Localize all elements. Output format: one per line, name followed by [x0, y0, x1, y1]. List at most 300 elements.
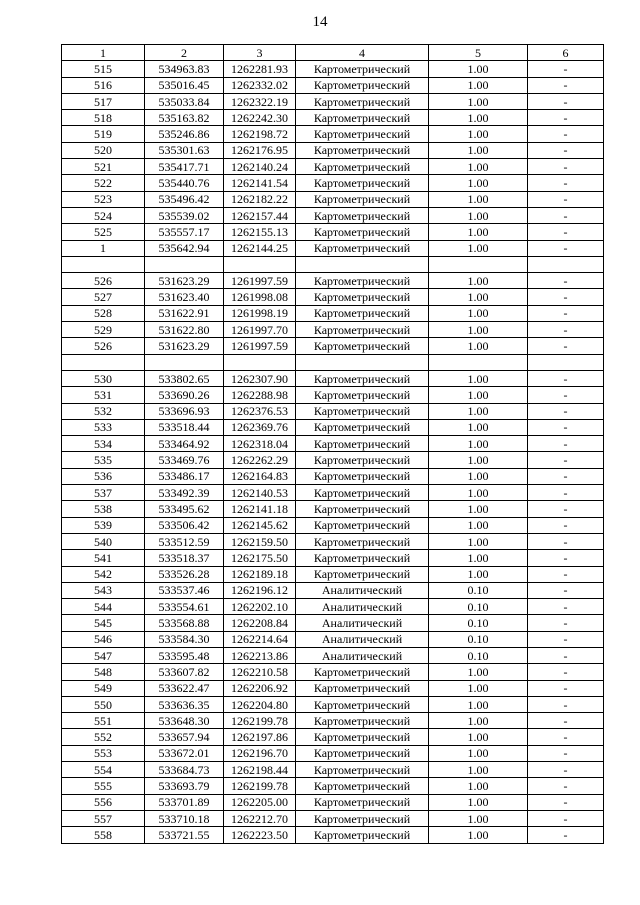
y-coordinate-cell: 1262288.98: [224, 387, 296, 403]
accuracy-cell: 1.00: [429, 159, 528, 175]
note-cell: -: [528, 566, 604, 582]
point-number-cell: [62, 256, 145, 272]
x-coordinate-cell: 533721.55: [145, 827, 224, 843]
x-coordinate-cell: 533584.30: [145, 631, 224, 647]
note-cell: -: [528, 289, 604, 305]
method-cell: Картометрический: [296, 403, 429, 419]
y-coordinate-cell: 1262144.25: [224, 240, 296, 256]
table-row: [62, 191, 604, 207]
point-number-cell: 533: [62, 419, 145, 435]
table-row: [62, 436, 604, 452]
method-cell: Картометрический: [296, 696, 429, 712]
y-coordinate-cell: 1262155.13: [224, 224, 296, 240]
table-row: [62, 745, 604, 761]
method-cell: Картометрический: [296, 338, 429, 354]
point-number-cell: 527: [62, 289, 145, 305]
table-row: [62, 175, 604, 191]
note-cell: -: [528, 501, 604, 517]
method-cell: Картометрический: [296, 387, 429, 403]
note-cell: -: [528, 745, 604, 761]
note-cell: -: [528, 452, 604, 468]
x-coordinate-cell: 531623.29: [145, 338, 224, 354]
x-coordinate-cell: 533537.46: [145, 582, 224, 598]
y-coordinate-cell: 1262198.44: [224, 762, 296, 778]
x-coordinate-cell: 533568.88: [145, 615, 224, 631]
method-cell: Картометрический: [296, 550, 429, 566]
accuracy-cell: 1.00: [429, 273, 528, 289]
note-cell: -: [528, 794, 604, 810]
method-cell: Картометрический: [296, 729, 429, 745]
accuracy-cell: 1.00: [429, 810, 528, 826]
method-cell: Картометрический: [296, 305, 429, 321]
point-number-cell: 534: [62, 436, 145, 452]
point-number-cell: 521: [62, 159, 145, 175]
point-number-cell: 553: [62, 745, 145, 761]
method-cell: Картометрический: [296, 273, 429, 289]
method-cell: Картометрический: [296, 533, 429, 549]
note-cell: -: [528, 387, 604, 403]
x-coordinate-cell: 535016.45: [145, 77, 224, 93]
y-coordinate-cell: 1261998.08: [224, 289, 296, 305]
table-row: [62, 452, 604, 468]
table-row: [62, 664, 604, 680]
note-cell: -: [528, 110, 604, 126]
method-cell: Картометрический: [296, 126, 429, 142]
y-coordinate-cell: 1262208.84: [224, 615, 296, 631]
accuracy-cell: 1.00: [429, 517, 528, 533]
accuracy-cell: 1.00: [429, 550, 528, 566]
method-cell: Картометрический: [296, 77, 429, 93]
point-number-cell: 524: [62, 207, 145, 223]
x-coordinate-cell: 533607.82: [145, 664, 224, 680]
method-cell: Картометрический: [296, 93, 429, 109]
table-row: [62, 256, 604, 272]
note-cell: -: [528, 664, 604, 680]
table-row: [62, 729, 604, 745]
column-header: 2: [145, 45, 224, 61]
y-coordinate-cell: 1262196.12: [224, 582, 296, 598]
point-number-cell: 529: [62, 322, 145, 338]
x-coordinate-cell: 533464.92: [145, 436, 224, 452]
method-cell: Картометрический: [296, 664, 429, 680]
method-cell: Картометрический: [296, 207, 429, 223]
note-cell: -: [528, 273, 604, 289]
method-cell: Аналитический: [296, 615, 429, 631]
x-coordinate-cell: [145, 354, 224, 370]
point-number-cell: 526: [62, 338, 145, 354]
y-coordinate-cell: 1262197.86: [224, 729, 296, 745]
y-coordinate-cell: 1262199.78: [224, 713, 296, 729]
column-header: 1: [62, 45, 145, 61]
method-cell: [296, 256, 429, 272]
table-row: [62, 224, 604, 240]
y-coordinate-cell: 1262145.62: [224, 517, 296, 533]
method-cell: Картометрический: [296, 452, 429, 468]
method-cell: Картометрический: [296, 713, 429, 729]
note-cell: -: [528, 436, 604, 452]
y-coordinate-cell: 1262213.86: [224, 647, 296, 663]
x-coordinate-cell: 533595.48: [145, 647, 224, 663]
method-cell: Картометрический: [296, 485, 429, 501]
note-cell: -: [528, 713, 604, 729]
table-row: [62, 794, 604, 810]
x-coordinate-cell: 535163.82: [145, 110, 224, 126]
method-cell: Картометрический: [296, 501, 429, 517]
accuracy-cell: 1.00: [429, 126, 528, 142]
note-cell: -: [528, 729, 604, 745]
point-number-cell: 545: [62, 615, 145, 631]
table-row: [62, 159, 604, 175]
y-coordinate-cell: 1262322.19: [224, 93, 296, 109]
method-cell: Картометрический: [296, 240, 429, 256]
y-coordinate-cell: [224, 256, 296, 272]
point-number-cell: 516: [62, 77, 145, 93]
accuracy-cell: 1.00: [429, 191, 528, 207]
accuracy-cell: 1.00: [429, 387, 528, 403]
method-cell: Картометрический: [296, 745, 429, 761]
point-number-cell: 523: [62, 191, 145, 207]
table-row: [62, 370, 604, 386]
point-number-cell: 546: [62, 631, 145, 647]
y-coordinate-cell: 1262182.22: [224, 191, 296, 207]
point-number-cell: 526: [62, 273, 145, 289]
accuracy-cell: 1.00: [429, 778, 528, 794]
table-row: [62, 550, 604, 566]
y-coordinate-cell: 1262159.50: [224, 533, 296, 549]
method-cell: Картометрический: [296, 142, 429, 158]
accuracy-cell: 1.00: [429, 207, 528, 223]
table-row: [62, 582, 604, 598]
note-cell: -: [528, 762, 604, 778]
accuracy-cell: 1.00: [429, 533, 528, 549]
method-cell: Картометрический: [296, 159, 429, 175]
method-cell: Картометрический: [296, 468, 429, 484]
y-coordinate-cell: 1262164.83: [224, 468, 296, 484]
note-cell: -: [528, 403, 604, 419]
method-cell: Аналитический: [296, 647, 429, 663]
table-row: [62, 61, 604, 77]
note-cell: -: [528, 159, 604, 175]
accuracy-cell: 1.00: [429, 680, 528, 696]
accuracy-cell: 1.00: [429, 338, 528, 354]
table-row: [62, 485, 604, 501]
column-header: 3: [224, 45, 296, 61]
table-row: [62, 778, 604, 794]
column-header: 4: [296, 45, 429, 61]
y-coordinate-cell: 1262318.04: [224, 436, 296, 452]
x-coordinate-cell: [145, 256, 224, 272]
note-cell: -: [528, 778, 604, 794]
note-cell: -: [528, 207, 604, 223]
x-coordinate-cell: 535557.17: [145, 224, 224, 240]
table-row: [62, 240, 604, 256]
accuracy-cell: 1.00: [429, 794, 528, 810]
column-header: 6: [528, 45, 604, 61]
note-cell: -: [528, 615, 604, 631]
x-coordinate-cell: 535033.84: [145, 93, 224, 109]
method-cell: [296, 354, 429, 370]
point-number-cell: 555: [62, 778, 145, 794]
point-number-cell: 550: [62, 696, 145, 712]
accuracy-cell: 0.10: [429, 631, 528, 647]
point-number-cell: 537: [62, 485, 145, 501]
accuracy-cell: 1.00: [429, 419, 528, 435]
point-number-cell: 551: [62, 713, 145, 729]
point-number-cell: 539: [62, 517, 145, 533]
method-cell: Картометрический: [296, 827, 429, 843]
table-row: [62, 126, 604, 142]
x-coordinate-cell: 533622.47: [145, 680, 224, 696]
point-number-cell: 541: [62, 550, 145, 566]
x-coordinate-cell: 535246.86: [145, 126, 224, 142]
point-number-cell: [62, 354, 145, 370]
x-coordinate-cell: 531622.80: [145, 322, 224, 338]
y-coordinate-cell: 1262281.93: [224, 61, 296, 77]
y-coordinate-cell: 1262307.90: [224, 370, 296, 386]
accuracy-cell: 1.00: [429, 436, 528, 452]
x-coordinate-cell: 534963.83: [145, 61, 224, 77]
method-cell: Картометрический: [296, 289, 429, 305]
method-cell: Картометрический: [296, 224, 429, 240]
x-coordinate-cell: 533636.35: [145, 696, 224, 712]
point-number-cell: 544: [62, 599, 145, 615]
y-coordinate-cell: 1261998.19: [224, 305, 296, 321]
table-row: [62, 696, 604, 712]
x-coordinate-cell: 533486.17: [145, 468, 224, 484]
note-cell: -: [528, 370, 604, 386]
point-number-cell: 554: [62, 762, 145, 778]
x-coordinate-cell: 533518.37: [145, 550, 224, 566]
method-cell: Картометрический: [296, 175, 429, 191]
x-coordinate-cell: 533657.94: [145, 729, 224, 745]
accuracy-cell: 1.00: [429, 370, 528, 386]
table-row: [62, 810, 604, 826]
method-cell: Картометрический: [296, 762, 429, 778]
table-row: [62, 762, 604, 778]
y-coordinate-cell: 1262175.50: [224, 550, 296, 566]
y-coordinate-cell: 1262202.10: [224, 599, 296, 615]
note-cell: [528, 354, 604, 370]
note-cell: -: [528, 338, 604, 354]
table-body: [62, 61, 604, 843]
note-cell: -: [528, 599, 604, 615]
method-cell: Аналитический: [296, 582, 429, 598]
page-number: 14: [312, 14, 328, 30]
table-row: [62, 501, 604, 517]
note-cell: -: [528, 517, 604, 533]
x-coordinate-cell: 533696.93: [145, 403, 224, 419]
accuracy-cell: 1.00: [429, 468, 528, 484]
accuracy-cell: 1.00: [429, 762, 528, 778]
accuracy-cell: 1.00: [429, 305, 528, 321]
point-number-cell: 543: [62, 582, 145, 598]
x-coordinate-cell: 535440.76: [145, 175, 224, 191]
x-coordinate-cell: 533701.89: [145, 794, 224, 810]
table-row: [62, 77, 604, 93]
x-coordinate-cell: 531622.91: [145, 305, 224, 321]
x-coordinate-cell: 535539.02: [145, 207, 224, 223]
accuracy-cell: 1.00: [429, 566, 528, 582]
method-cell: Картометрический: [296, 191, 429, 207]
table-row: [62, 387, 604, 403]
y-coordinate-cell: 1262223.50: [224, 827, 296, 843]
table-row: [62, 322, 604, 338]
y-coordinate-cell: 1262214.64: [224, 631, 296, 647]
point-number-cell: 547: [62, 647, 145, 663]
point-number-cell: 542: [62, 566, 145, 582]
y-coordinate-cell: 1262141.54: [224, 175, 296, 191]
accuracy-cell: 1.00: [429, 713, 528, 729]
point-number-cell: 519: [62, 126, 145, 142]
accuracy-cell: 1.00: [429, 729, 528, 745]
y-coordinate-cell: 1262157.44: [224, 207, 296, 223]
column-header: 5: [429, 45, 528, 61]
y-coordinate-cell: 1262332.02: [224, 77, 296, 93]
coordinates-table: [61, 44, 604, 844]
point-number-cell: 515: [62, 61, 145, 77]
point-number-cell: 548: [62, 664, 145, 680]
point-number-cell: 558: [62, 827, 145, 843]
table-row: [62, 289, 604, 305]
y-coordinate-cell: 1262242.30: [224, 110, 296, 126]
accuracy-cell: [429, 256, 528, 272]
note-cell: -: [528, 533, 604, 549]
y-coordinate-cell: 1261997.59: [224, 273, 296, 289]
table-row: [62, 631, 604, 647]
point-number-cell: 517: [62, 93, 145, 109]
table-row: [62, 403, 604, 419]
accuracy-cell: 1.00: [429, 322, 528, 338]
point-number-cell: 531: [62, 387, 145, 403]
table-row: [62, 533, 604, 549]
accuracy-cell: 1.00: [429, 175, 528, 191]
x-coordinate-cell: 531623.40: [145, 289, 224, 305]
x-coordinate-cell: 533518.44: [145, 419, 224, 435]
point-number-cell: 1: [62, 240, 145, 256]
accuracy-cell: [429, 354, 528, 370]
y-coordinate-cell: 1262204.80: [224, 696, 296, 712]
method-cell: Картометрический: [296, 566, 429, 582]
point-number-cell: 536: [62, 468, 145, 484]
table-row: [62, 517, 604, 533]
y-coordinate-cell: 1262199.78: [224, 778, 296, 794]
y-coordinate-cell: 1262140.53: [224, 485, 296, 501]
table-row: [62, 93, 604, 109]
table-row: [62, 827, 604, 843]
y-coordinate-cell: 1262141.18: [224, 501, 296, 517]
accuracy-cell: 1.00: [429, 110, 528, 126]
note-cell: -: [528, 680, 604, 696]
accuracy-cell: 1.00: [429, 289, 528, 305]
accuracy-cell: 1.00: [429, 240, 528, 256]
point-number-cell: 525: [62, 224, 145, 240]
x-coordinate-cell: 533506.42: [145, 517, 224, 533]
table-row: [62, 419, 604, 435]
accuracy-cell: 1.00: [429, 224, 528, 240]
point-number-cell: 530: [62, 370, 145, 386]
method-cell: Картометрический: [296, 810, 429, 826]
note-cell: -: [528, 224, 604, 240]
table-row: [62, 713, 604, 729]
table-row: [62, 142, 604, 158]
y-coordinate-cell: 1262189.18: [224, 566, 296, 582]
accuracy-cell: 1.00: [429, 696, 528, 712]
x-coordinate-cell: 533684.73: [145, 762, 224, 778]
note-cell: -: [528, 827, 604, 843]
note-cell: -: [528, 126, 604, 142]
method-cell: Аналитический: [296, 599, 429, 615]
table-row: [62, 680, 604, 696]
table-row: [62, 207, 604, 223]
point-number-cell: 535: [62, 452, 145, 468]
x-coordinate-cell: 533512.59: [145, 533, 224, 549]
method-cell: Картометрический: [296, 794, 429, 810]
point-number-cell: 528: [62, 305, 145, 321]
accuracy-cell: 1.00: [429, 827, 528, 843]
table-row: [62, 110, 604, 126]
note-cell: -: [528, 468, 604, 484]
table-row: [62, 566, 604, 582]
accuracy-cell: 1.00: [429, 745, 528, 761]
accuracy-cell: 0.10: [429, 582, 528, 598]
accuracy-cell: 1.00: [429, 452, 528, 468]
point-number-cell: 532: [62, 403, 145, 419]
x-coordinate-cell: 533802.65: [145, 370, 224, 386]
table-header: [62, 45, 604, 61]
method-cell: Картометрический: [296, 517, 429, 533]
note-cell: -: [528, 550, 604, 566]
y-coordinate-cell: 1262140.24: [224, 159, 296, 175]
x-coordinate-cell: 533693.79: [145, 778, 224, 794]
accuracy-cell: 1.00: [429, 485, 528, 501]
note-cell: -: [528, 485, 604, 501]
method-cell: Картометрический: [296, 61, 429, 77]
accuracy-cell: 1.00: [429, 142, 528, 158]
y-coordinate-cell: 1262198.72: [224, 126, 296, 142]
x-coordinate-cell: 533672.01: [145, 745, 224, 761]
accuracy-cell: 1.00: [429, 403, 528, 419]
x-coordinate-cell: 535496.42: [145, 191, 224, 207]
note-cell: -: [528, 61, 604, 77]
note-cell: -: [528, 696, 604, 712]
x-coordinate-cell: 535301.63: [145, 142, 224, 158]
y-coordinate-cell: 1262205.00: [224, 794, 296, 810]
accuracy-cell: 1.00: [429, 77, 528, 93]
method-cell: Картометрический: [296, 436, 429, 452]
y-coordinate-cell: 1261997.70: [224, 322, 296, 338]
table-row: [62, 615, 604, 631]
accuracy-cell: 0.10: [429, 647, 528, 663]
note-cell: -: [528, 175, 604, 191]
method-cell: Картометрический: [296, 680, 429, 696]
x-coordinate-cell: 533690.26: [145, 387, 224, 403]
method-cell: Картометрический: [296, 778, 429, 794]
point-number-cell: 540: [62, 533, 145, 549]
header-row: [62, 45, 604, 61]
table-row: [62, 354, 604, 370]
method-cell: Картометрический: [296, 110, 429, 126]
table-row: [62, 468, 604, 484]
method-cell: Картометрический: [296, 419, 429, 435]
method-cell: Картометрический: [296, 322, 429, 338]
point-number-cell: 549: [62, 680, 145, 696]
y-coordinate-cell: 1262376.53: [224, 403, 296, 419]
accuracy-cell: 0.10: [429, 615, 528, 631]
accuracy-cell: 1.00: [429, 93, 528, 109]
note-cell: -: [528, 322, 604, 338]
x-coordinate-cell: 533526.28: [145, 566, 224, 582]
method-cell: Аналитический: [296, 631, 429, 647]
